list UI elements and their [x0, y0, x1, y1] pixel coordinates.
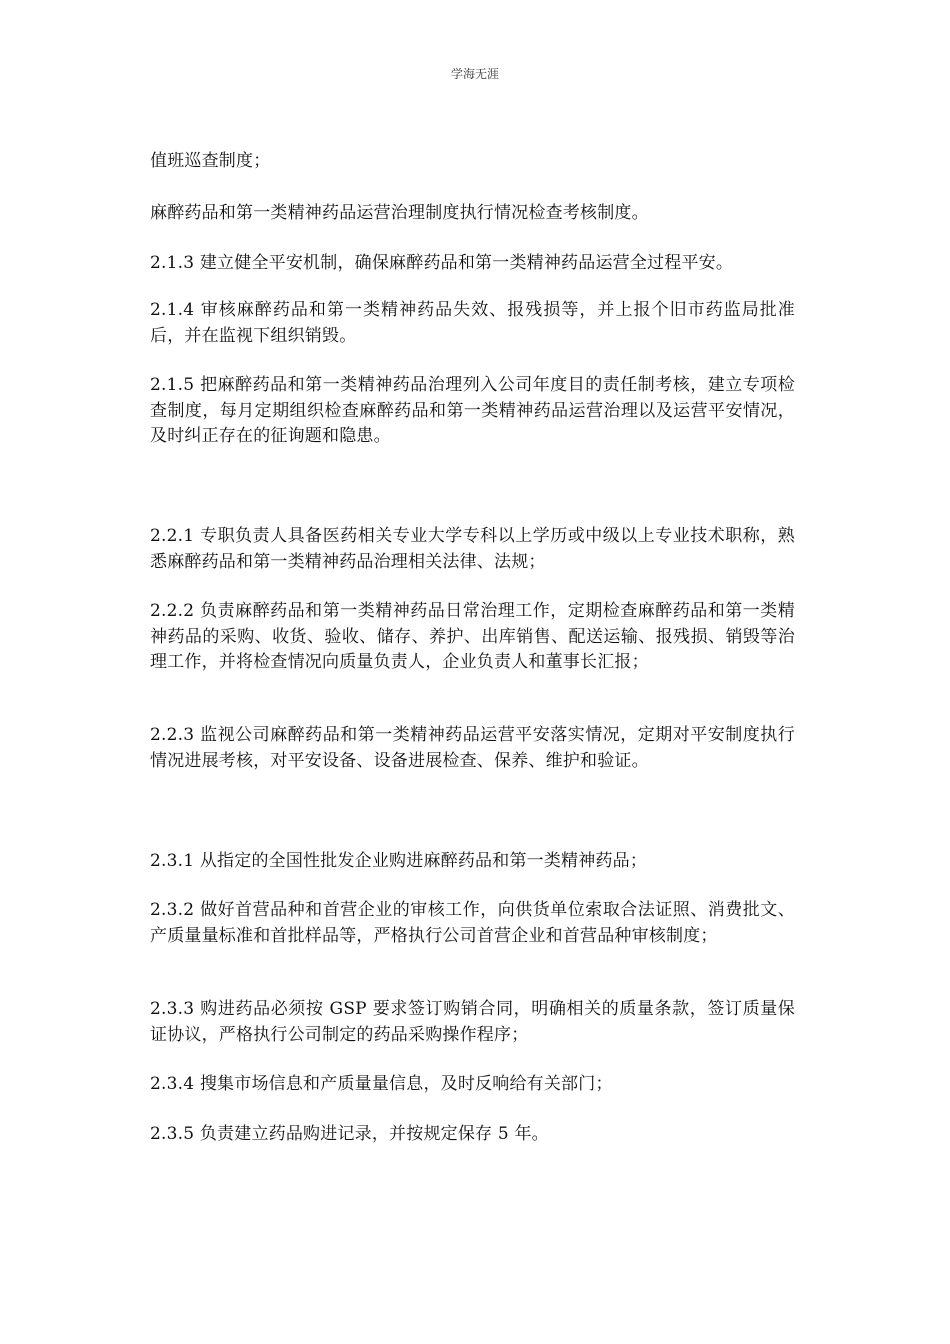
paragraph: 2.1.3 建立健全平安机制，确保麻醉药品和第一类精神药品运营全过程平安。 [150, 253, 734, 273]
paragraph: 2.3.3 购进药品必须按 GSP 要求签订购销合同，明确相关的质量条款，签订质量保证协议，严格执行公司制定的药品采购操作程序； [150, 999, 795, 1045]
paragraph: 2.3.2 做好首营品种和首营企业的审核工作，向供货单位索取合法证照、消费批文、产质量量标准和首批样品等，严格执行公司首营企业和首营品种审核制度； [150, 900, 795, 946]
paragraph: 2.3.4 搜集市场信息和产质量量信息，及时反响给有关部门； [150, 1074, 613, 1094]
paragraph: 值班巡查制度； [150, 151, 271, 171]
paragraph: 2.2.2 负责麻醉药品和第一类精神药品日常治理工作，定期检查麻醉药品和第一类精神药品的采购、收货、验收、储存、养护、出库销售、配送运输、报残损、销毁等治理工作，并将检查情况向质量负责人，企业负责人和董事长汇报； [150, 601, 795, 672]
paragraph: 2.1.4 审核麻醉药品和第一类精神药品失效、报残损等，并上报个旧市药监局批准后，并在监视下组织销毁。 [150, 300, 795, 346]
paragraph: 2.2.1 专职负责人具备医药相关专业大学专科以上学历或中级以上专业技术职称，熟悉麻醉药品和第一类精神药品治理相关法律、法规； [150, 526, 795, 572]
paragraph: 麻醉药品和第一类精神药品运营治理制度执行情况检查考核制度。 [150, 203, 649, 223]
paragraph: 2.3.5 负责建立药品购进记录，并按规定保存 5 年。 [150, 1124, 549, 1144]
paragraph: 2.1.5 把麻醉药品和第一类精神药品治理列入公司年度目的责任制考核，建立专项检查制度，每月定期组织检查麻醉药品和第一类精神药品运营治理以及运营平安情况，及时纠正存在的征询题和隐患。 [150, 375, 795, 446]
paragraph: 2.3.1 从指定的全国性批发企业购进麻醉药品和第一类精神药品； [150, 851, 648, 871]
page-header: 学海无涯 [450, 67, 499, 81]
paragraph: 2.2.3 监视公司麻醉药品和第一类精神药品运营平安落实情况，定期对平安制度执行情况进展考核，对平安设备、设备进展检查、保养、维护和验证。 [150, 725, 795, 771]
